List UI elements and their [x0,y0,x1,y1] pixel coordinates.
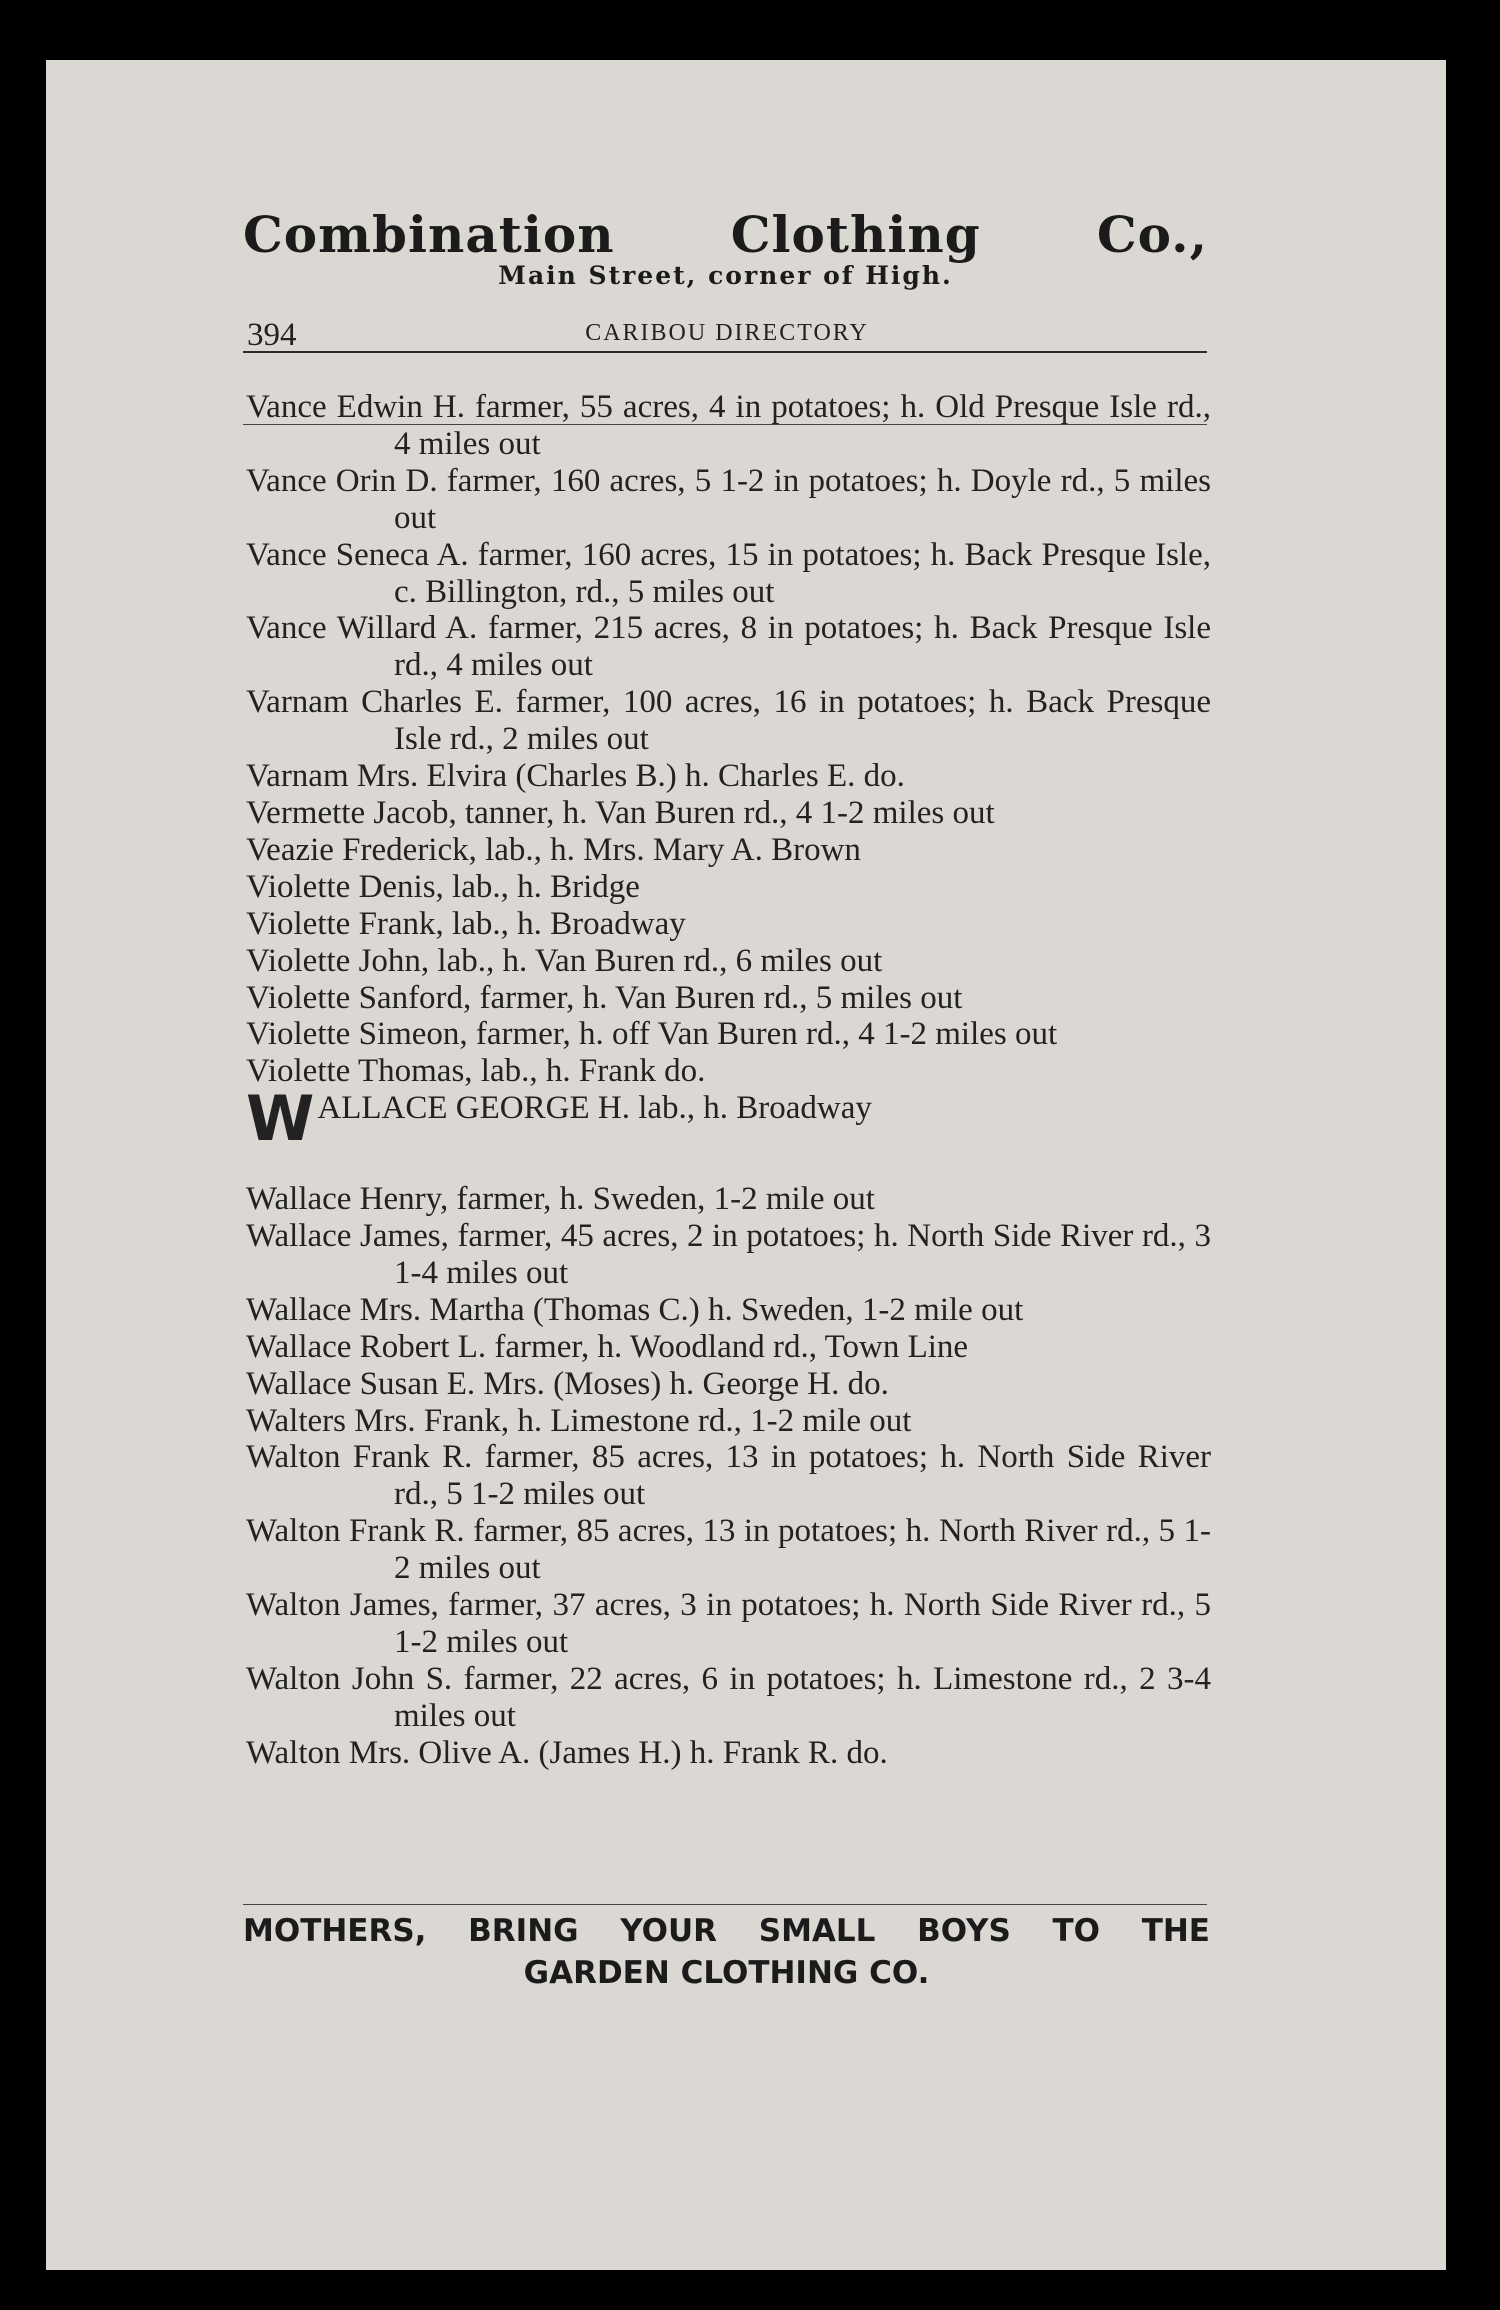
directory-entries [246,389,1211,1772]
directory-entry: Walton John S. farmer, 22 acres, 6 in potatoes; h. Limestone rd., 2 3-4 miles out [246,1660,1211,1734]
bottom-ad-word: BRING [468,1913,579,1949]
directory-entry: Wallace Susan E. Mrs. (Moses) h. George H. do. [246,1365,889,1402]
directory-entry: Violette Simeon, farmer, h. off Van Buren rd., 4 1-2 miles out [246,1016,1058,1053]
top-ad-word: Co., [1096,205,1208,264]
entry-spacer [246,1144,1211,1181]
directory-entry: Vance Seneca A. farmer, 160 acres, 15 in potatoes; h. Back Presque Isle, c. Billington, rd., 5 miles out [246,536,1211,610]
bottom-ad-word: THE [1141,1913,1210,1949]
running-head: CARIBOU DIRECTORY [585,320,869,346]
directory-entry: Vermette Jacob, tanner, h. Van Buren rd., 4 1-2 miles out [246,794,995,831]
directory-entry: Wallace James, farmer, 45 acres, 2 in potatoes; h. North Side River rd., 3 1-4 miles out [246,1218,1211,1291]
featured-entry [246,1082,1211,1156]
bottom-ad-rule [243,1904,1207,1905]
top-ad-title [243,205,1208,265]
directory-entry: Violette Thomas, lab., h. Frank do. [246,1053,706,1090]
directory-entry: Wallace Mrs. Martha (Thomas C.) h. Sweden, 1-2 mile out [246,1291,1024,1328]
directory-entry: Walton Frank R. farmer, 85 acres, 13 in potatoes; h. North Side River rd., 5 1-2 miles out [246,1439,1211,1513]
directory-entry: Violette Denis, lab., h. Bridge [246,868,640,905]
directory-entry: Vance Edwin H. farmer, 55 acres, 4 in potatoes; h. Old Presque Isle rd., 4 miles out [246,389,1211,462]
bottom-ad-word: MOTHERS, [243,1913,427,1949]
bottom-ad-word: SMALL [758,1913,876,1949]
directory-entry: Varnam Mrs. Elvira (Charles B.) h. Charles E. do. [246,758,905,795]
directory-entry: Violette Sanford, farmer, h. Van Buren rd., 5 miles out [246,979,963,1016]
bottom-ad-word: YOUR [620,1913,718,1949]
page-number: 394 [247,317,297,353]
top-advertisement [243,205,1208,290]
top-ad-word: Clothing [730,205,981,264]
directory-entry: Violette Frank, lab., h. Broadway [246,905,686,942]
directory-entry: Walton Mrs. Olive A. (James H.) h. Frank R. do. [246,1734,888,1771]
drop-cap: W [246,1082,315,1156]
top-ad-word: Combination [243,205,615,264]
directory-entry: Wallace Henry, farmer, h. Sweden, 1-2 mile out [246,1181,875,1218]
bottom-ad-line-1 [243,1910,1210,1952]
page-header [247,305,1207,355]
bottom-ad-line-2: GARDEN CLOTHING CO. [523,1955,930,1991]
top-ad-address: Main Street, corner of High. [498,261,953,290]
directory-entry: Vance Orin D. farmer, 160 acres, 5 1-2 in potatoes; h. Doyle rd., 5 miles out [246,462,1211,536]
directory-entry: Walters Mrs. Frank, h. Limestone rd., 1-2 mile out [246,1402,912,1439]
directory-entry: Veazie Frederick, lab., h. Mrs. Mary A. Brown [246,831,861,868]
directory-entry: Violette John, lab., h. Van Buren rd., 6 miles out [246,942,883,979]
directory-entry: Wallace Robert L. farmer, h. Woodland rd., Town Line [246,1328,969,1365]
directory-entry: Varnam Charles E. farmer, 100 acres, 16 in potatoes; h. Back Presque Isle rd., 2 miles out [246,684,1211,758]
directory-entry: Vance Willard A. farmer, 215 acres, 8 in potatoes; h. Back Presque Isle rd., 4 miles out [246,610,1211,684]
bottom-ad-word: TO [1052,1913,1100,1949]
directory-entry: Walton James, farmer, 37 acres, 3 in potatoes; h. North Side River rd., 5 1-2 miles out [246,1587,1211,1660]
bottom-advertisement [243,1910,1210,1994]
featured-entry-text: ALLACE GEORGE H. lab., h. Broadway [317,1090,872,1127]
bottom-ad-word: BOYS [917,1913,1011,1949]
directory-entry: Walton Frank R. farmer, 85 acres, 13 in potatoes; h. North River rd., 5 1-2 miles out [246,1513,1211,1587]
